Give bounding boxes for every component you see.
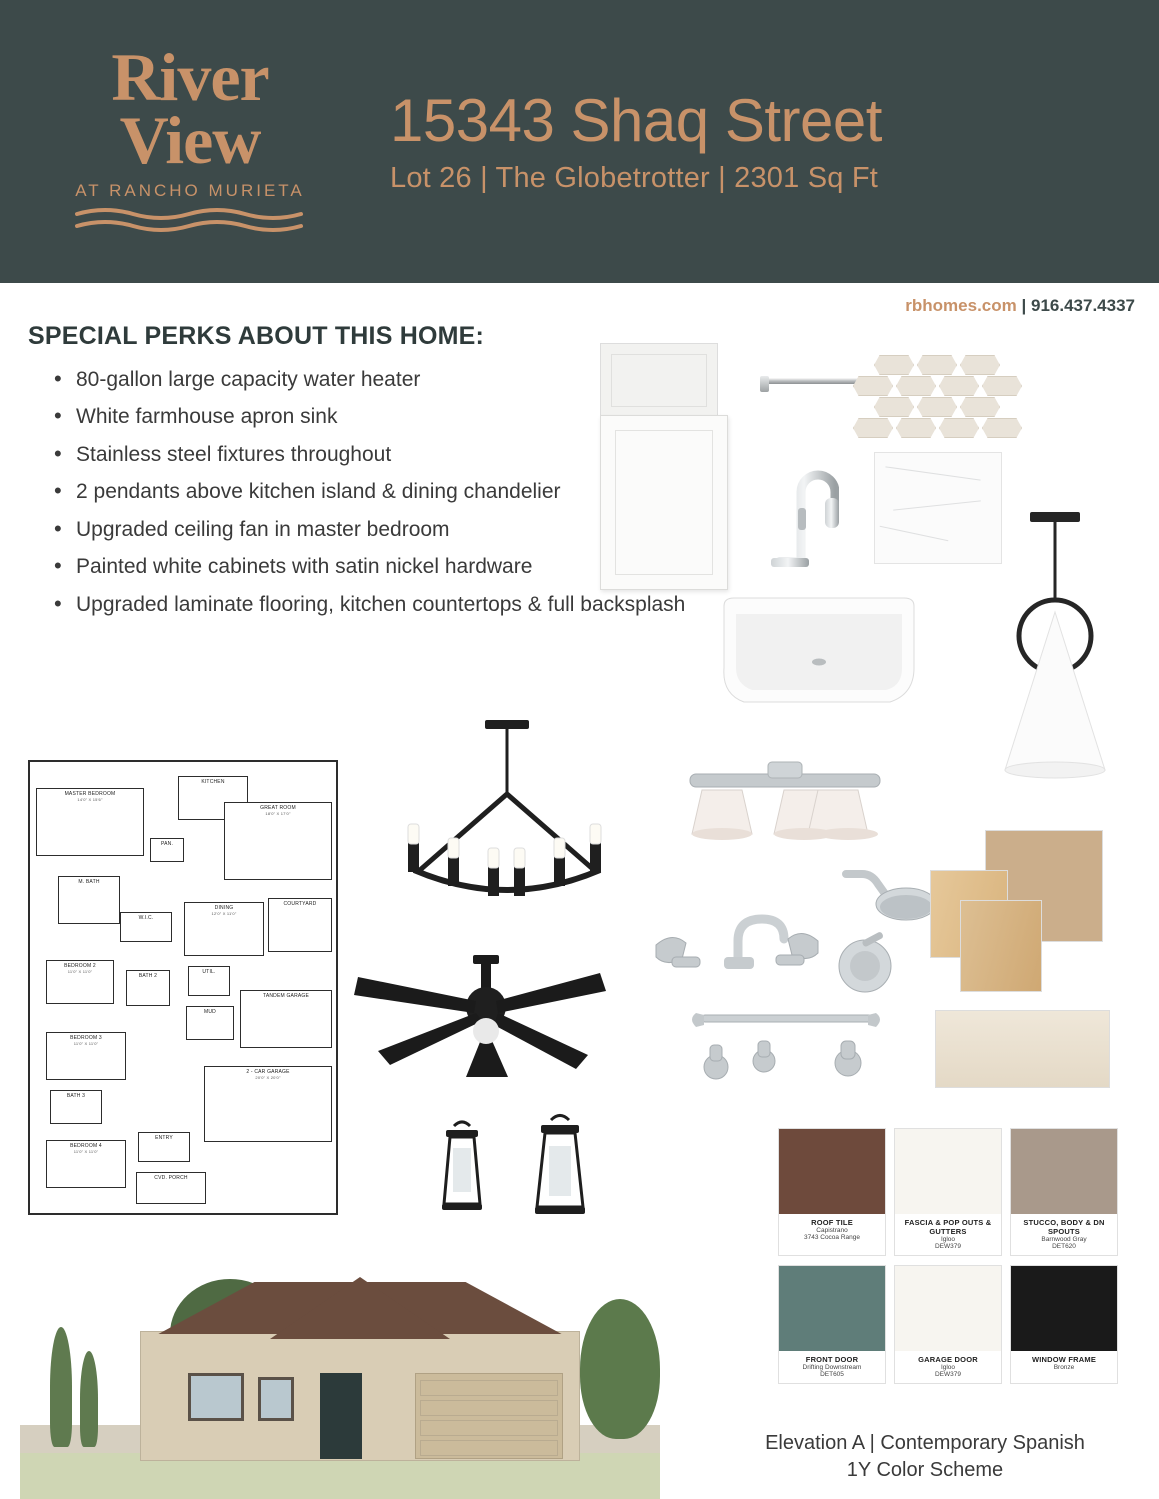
fp-room: BEDROOM 3 11'0" X 11'0": [46, 1032, 126, 1080]
elevation-line-1: Elevation A | Contemporary Spanish: [765, 1432, 1085, 1454]
contact-line: [905, 296, 1135, 316]
contact-separator: |: [1021, 296, 1027, 315]
fp-room: DINING 12'0" X 11'0": [184, 902, 264, 956]
swatch-row: [778, 1265, 1118, 1384]
outdoor-lantern-a: [432, 1118, 492, 1213]
list-item: • 80-gallon large capacity water heater: [54, 365, 688, 395]
swatch-garage-door: GARAGE DOOR Igloo DEW379: [894, 1265, 1002, 1384]
list-item: • White farmhouse apron sink: [54, 402, 688, 432]
fp-room: BEDROOM 2 11'0" X 11'0": [46, 960, 114, 1004]
list-item: • Upgraded laminate flooring, kitchen countertops & full backsplash: [54, 590, 688, 620]
website-link[interactable]: rbhomes.com: [905, 296, 1017, 315]
outdoor-lantern-b: [524, 1112, 596, 1217]
swatch-fascia: FASCIA & POP OUTS & GUTTERS Igloo DEW379: [894, 1128, 1002, 1256]
apron-sink: [716, 588, 922, 714]
fp-room: 2 - CAR GARAGE 20'0" X 20'0": [204, 1066, 332, 1142]
ceiling-fan: [348, 955, 618, 1085]
kitchen-faucet: [755, 450, 839, 570]
towel-bar-set: [680, 1005, 892, 1085]
wood-flooring-sample: [960, 900, 1042, 992]
color-scheme-swatches: [778, 1128, 1118, 1393]
swatch-window-frame: WINDOW FRAME Bronze: [1010, 1265, 1118, 1384]
cypress-tree: [80, 1351, 98, 1447]
river-view-logo: [40, 39, 340, 236]
fp-room: UTIL.: [188, 966, 230, 996]
cabinet-door-upper: [600, 343, 718, 418]
cone-pendant-light: [985, 508, 1125, 788]
fp-room: COURTYARD: [268, 898, 332, 952]
tree: [580, 1299, 660, 1439]
bar-pull-hardware: [766, 378, 862, 384]
swatch-chip: [895, 1129, 1001, 1214]
swatch-chip: [1011, 1266, 1117, 1351]
dining-chandelier: [390, 720, 620, 930]
list-item: • Upgraded ceiling fan in master bedroom: [54, 515, 688, 545]
perks-section: [28, 322, 688, 627]
fp-room: BEDROOM 4 11'0" X 11'0": [46, 1140, 126, 1188]
wave-icon: [40, 207, 340, 237]
perks-heading: SPECIAL PERKS ABOUT THIS HOME:: [28, 322, 485, 350]
page-subtitle: Lot 26 | The Globetrotter | 2301 Sq Ft: [390, 161, 879, 194]
logo-line-2: View: [119, 101, 261, 178]
perks-list: [28, 365, 688, 620]
swatch-roof-tile: ROOF TILE Capistrano 3743 Cocoa Range: [778, 1128, 886, 1256]
floor-plan: [28, 760, 338, 1215]
fp-room: KITCHEN: [178, 776, 248, 820]
page-title: 15343 Shaq Street: [390, 86, 882, 154]
fp-room: PAN.: [150, 838, 184, 862]
tub-shower-trim: [820, 930, 910, 1005]
picket-backsplash-tile: [874, 355, 1000, 435]
swatch-chip: [779, 1129, 885, 1214]
cypress-tree: [50, 1327, 72, 1447]
fp-room: M. BATH: [58, 876, 120, 924]
front-door: [320, 1373, 362, 1459]
tile-flooring-sample: [935, 1010, 1110, 1088]
elevation-line-2: 1Y Color Scheme: [846, 1459, 1004, 1481]
swatch-chip: [895, 1266, 1001, 1351]
fp-room: MUD: [186, 1006, 234, 1040]
fp-room: MASTER BEDROOM 14'0" X 15'6": [36, 788, 144, 856]
elevation-caption: [700, 1430, 1150, 1484]
logo-subtitle: AT RANCHO MURIETA: [75, 181, 305, 201]
list-item: • Painted white cabinets with satin nickel hardware: [54, 552, 688, 582]
page-header: [0, 0, 1159, 283]
phone-number[interactable]: 916.437.4337: [1031, 296, 1135, 315]
fp-room: TANDEM GARAGE: [240, 990, 332, 1048]
swatch-stucco: STUCCO, BODY & DN SPOUTS Barnwood Gray DET620: [1010, 1128, 1118, 1256]
fp-room: ENTRY: [138, 1132, 190, 1162]
header-title-block: [340, 86, 1119, 195]
fp-room: GREAT ROOM 18'0" X 17'0": [224, 802, 332, 880]
window: [188, 1373, 244, 1421]
swatch-row: [778, 1128, 1118, 1256]
fp-room: CVD. PORCH: [136, 1172, 206, 1204]
elevation-rendering: [20, 1228, 660, 1499]
fp-room: BATH 2: [126, 970, 170, 1006]
widespread-faucet: [650, 895, 825, 975]
logo-line-1: River: [111, 39, 269, 116]
swatch-chip: [1011, 1129, 1117, 1214]
fp-room: W.I.C.: [120, 912, 172, 942]
fp-room: BATH 3: [50, 1090, 102, 1124]
window: [258, 1377, 294, 1421]
garage-door: [415, 1373, 563, 1459]
vanity-light: [672, 760, 896, 870]
quartz-slab-sample: [874, 452, 1002, 564]
swatch-chip: [779, 1266, 885, 1351]
list-item: • Stainless steel fixtures throughout: [54, 440, 688, 470]
cabinet-door-sample: [600, 415, 728, 590]
swatch-front-door: FRONT DOOR Drifting Downstream DET605: [778, 1265, 886, 1384]
list-item: • 2 pendants above kitchen island & dining chandelier: [54, 477, 688, 507]
